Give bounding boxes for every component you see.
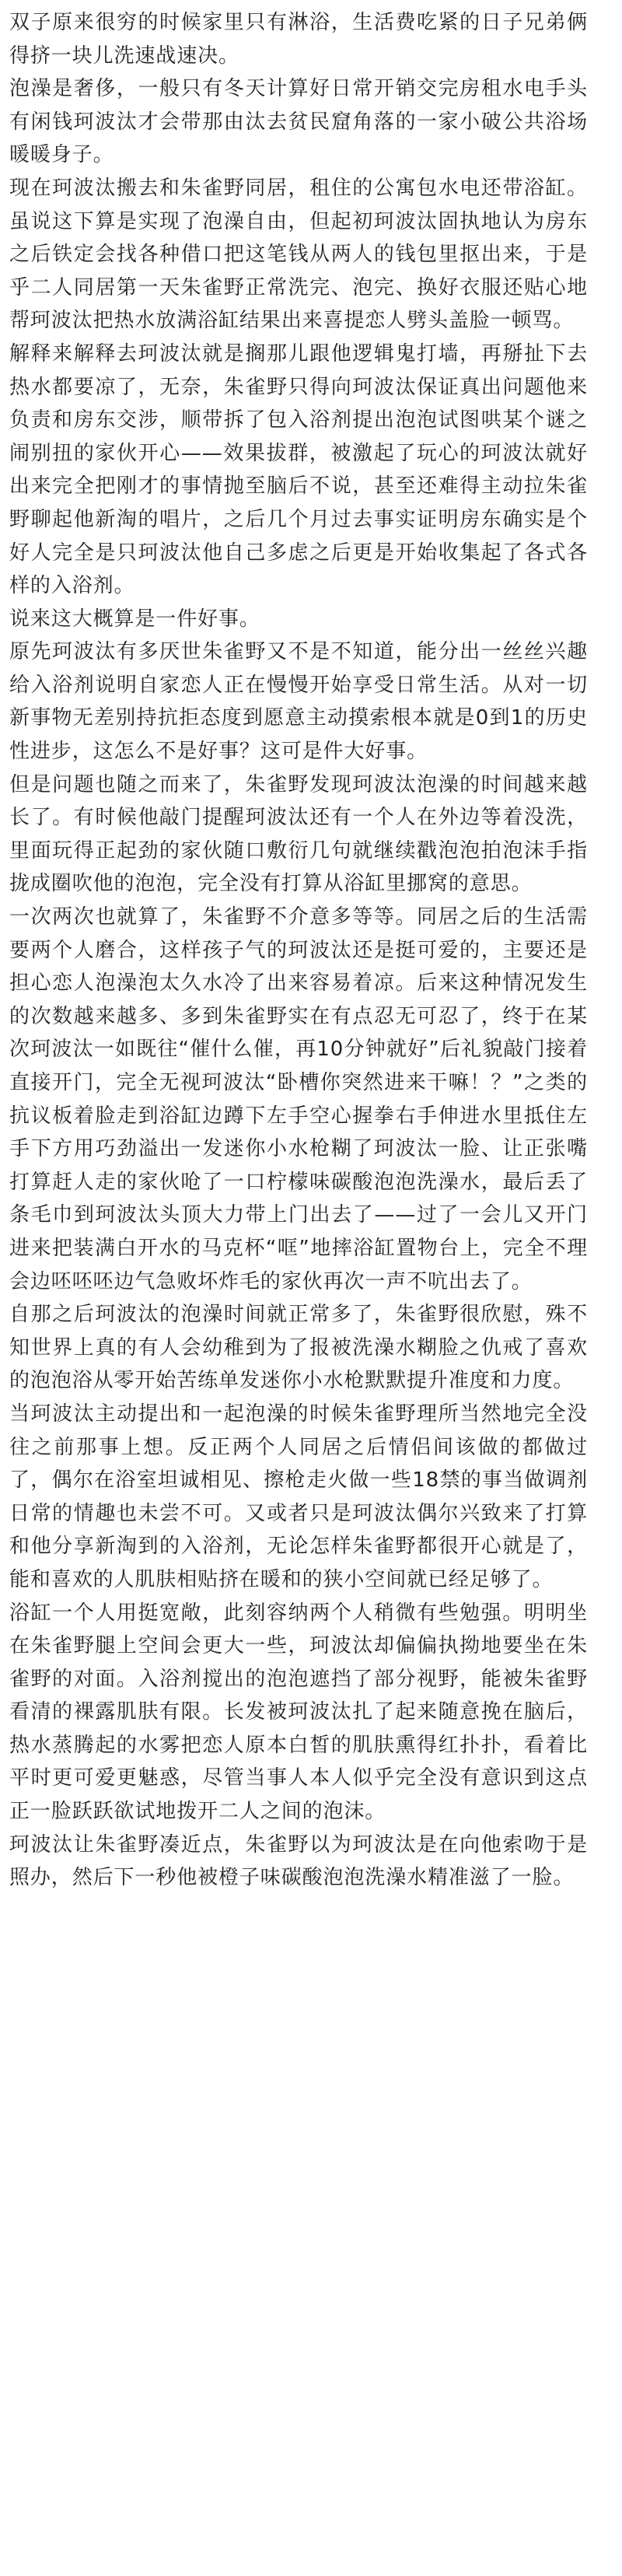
paragraph-9: 自那之后珂波汰的泡澡时间就正常多了，朱雀野很欣慰，殊不知世界上真的有人会幼稚到为了报被洗澡水糊脸之仇戒了喜欢的泡泡浴从零开始苦练单发迷你小水枪默默提升准度和力度。: [9, 1303, 588, 1393]
paragraph-11: 浴缸一个人用挺宽敞，此刻容纳两个人稍微有些勉强。明明坐在朱雀野腿上空间会更大一些，珂波汰却偏偏执拗地要坐在朱雀野的对面。入浴剂搅出的泡泡遮挡了部分视野，能被朱雀野看清的裸露肌肤有限。长发被珂波汰扎了起来随意挽在脑后，热水蒸腾起的水雾把恋人原本白皙的肌肤熏得红扑扑，看着比平时更可爱更魅惑，尽管当事人本人似乎完全没有意识到这点正一脸跃跃欲试地拨开二人之间的泡沫。: [9, 1601, 588, 1824]
paragraph-6: 原先珂波汰有多厌世朱雀野又不是不知道，能分出一丝丝兴趣给入浴剂说明自家恋人正在慢慢开始享受日常生活。从对一切新事物无差别持抗拒态度到愿意主动摸索根本就是0到1的历史性进步，这怎么不是好事？这可是件大好事。: [9, 640, 588, 764]
paragraph-8: 一次两次也就算了，朱雀野不介意多等等。同居之后的生活需要两个人磨合，这样孩子气的珂波汰还是挺可爱的，主要还是担心恋人泡澡泡太久水冷了出来容易着凉。后来这种情况发生的次数越来越多、多到朱雀野实在有点忍无可忍了，终于在某次珂波汰一如既往“催什么催，再10分钟就好”后礼貌敲门接着直接开门，完全无视珂波汰“卧槽你突然进来干嘛！？”之类的抗议板着脸走到浴缸边蹲下左手空心握拳右手伸进水里抵住左手下方用巧劲溢出一发迷你小水枪糊了珂波汰一脸、让正张嘴打算赶人走的家伙呛了一口柠檬味碳酸泡泡洗澡水，最后丢了条毛巾到珂波汰头顶大力带上门出去了——过了一会儿又开门进来把装满白开水的马克杯“哐”地摔浴缸置物台上，完全不理会边呸呸呸边气急败坏炸毛的家伙再次一声不吭出去了。: [9, 905, 588, 1293]
paragraph-7: 但是问题也随之而来了，朱雀野发现珂波汰泡澡的时间越来越长了。有时候他敲门提醒珂波汰还有一个人在外边等着没洗，里面玩得正起劲的家伙随口敷衍几句就继续戳泡泡拍泡沫手指拢成圈吹他的泡泡，完全没有打算从浴缸里挪窝的意思。: [9, 772, 588, 896]
paragraph-2: 泡澡是奢侈，一般只有冬天计算好日常开销交完房租水电手头有闲钱珂波汰才会带那由汰去贫民窟角落的一家小破公共浴场暖暖身子。: [9, 77, 588, 167]
paragraph-3: 现在珂波汰搬去和朱雀野同居，租住的公寓包水电还带浴缸。虽说这下算是实现了泡澡自由，但起初珂波汰固执地认为房东之后铁定会找各种借口把这笔钱从两人的钱包里抠出来，于是乎二人同居第一天朱雀野正常洗完、泡完、换好衣服还贴心地帮珂波汰把热水放满浴缸结果出来喜提恋人劈头盖脸一顿骂。: [9, 176, 588, 333]
paragraph-10: 当珂波汰主动提出和一起泡澡的时候朱雀野理所当然地完全没往之前那事上想。反正两个人同居之后情侣间该做的都做过了，偶尔在浴室坦诚相见、擦枪走火做一些18禁的事当做调剂日常的情趣也未尝不可。又或者只是珂波汰偶尔兴致来了打算和他分享新淘到的入浴剂，无论怎样朱雀野都很开心就是了，能和喜欢的人肌肤相贴挤在暖和的狭小空间就已经足够了。: [9, 1402, 588, 1591]
paragraph-12: 珂波汰让朱雀野凑近点，朱雀野以为珂波汰是在向他索吻于是照办，然后下一秒他被橙子味碳酸泡泡洗澡水精准滋了一脸。: [9, 1832, 588, 1890]
paragraph-5: 说来这大概算是一件好事。: [9, 607, 260, 631]
paragraph-1: 双子原来很穷的时候家里只有淋浴，生活费吃紧的日子兄弟俩得挤一块儿洗速战速决。: [9, 11, 588, 68]
paragraph-4: 解释来解释去珂波汰就是搁那儿跟他逻辑鬼打墙，再掰扯下去热水都要凉了，无奈，朱雀野只得向珂波汰保证真出问题他来负责和房东交涉，顺带拆了包入浴剂提出泡泡试图哄某个谜之闹别扭的家伙开心——效果拔群，被激起了玩心的珂波汰就好出来完全把刚才的事情抛至脑后不说，甚至还难得主动拉朱雀野聊起他新淘的唱片，之后几个月过去事实证明房东确实是个好人完全是只珂波汰他自己多虑之后更是开始收集起了各式各样的入浴剂。: [9, 341, 588, 598]
